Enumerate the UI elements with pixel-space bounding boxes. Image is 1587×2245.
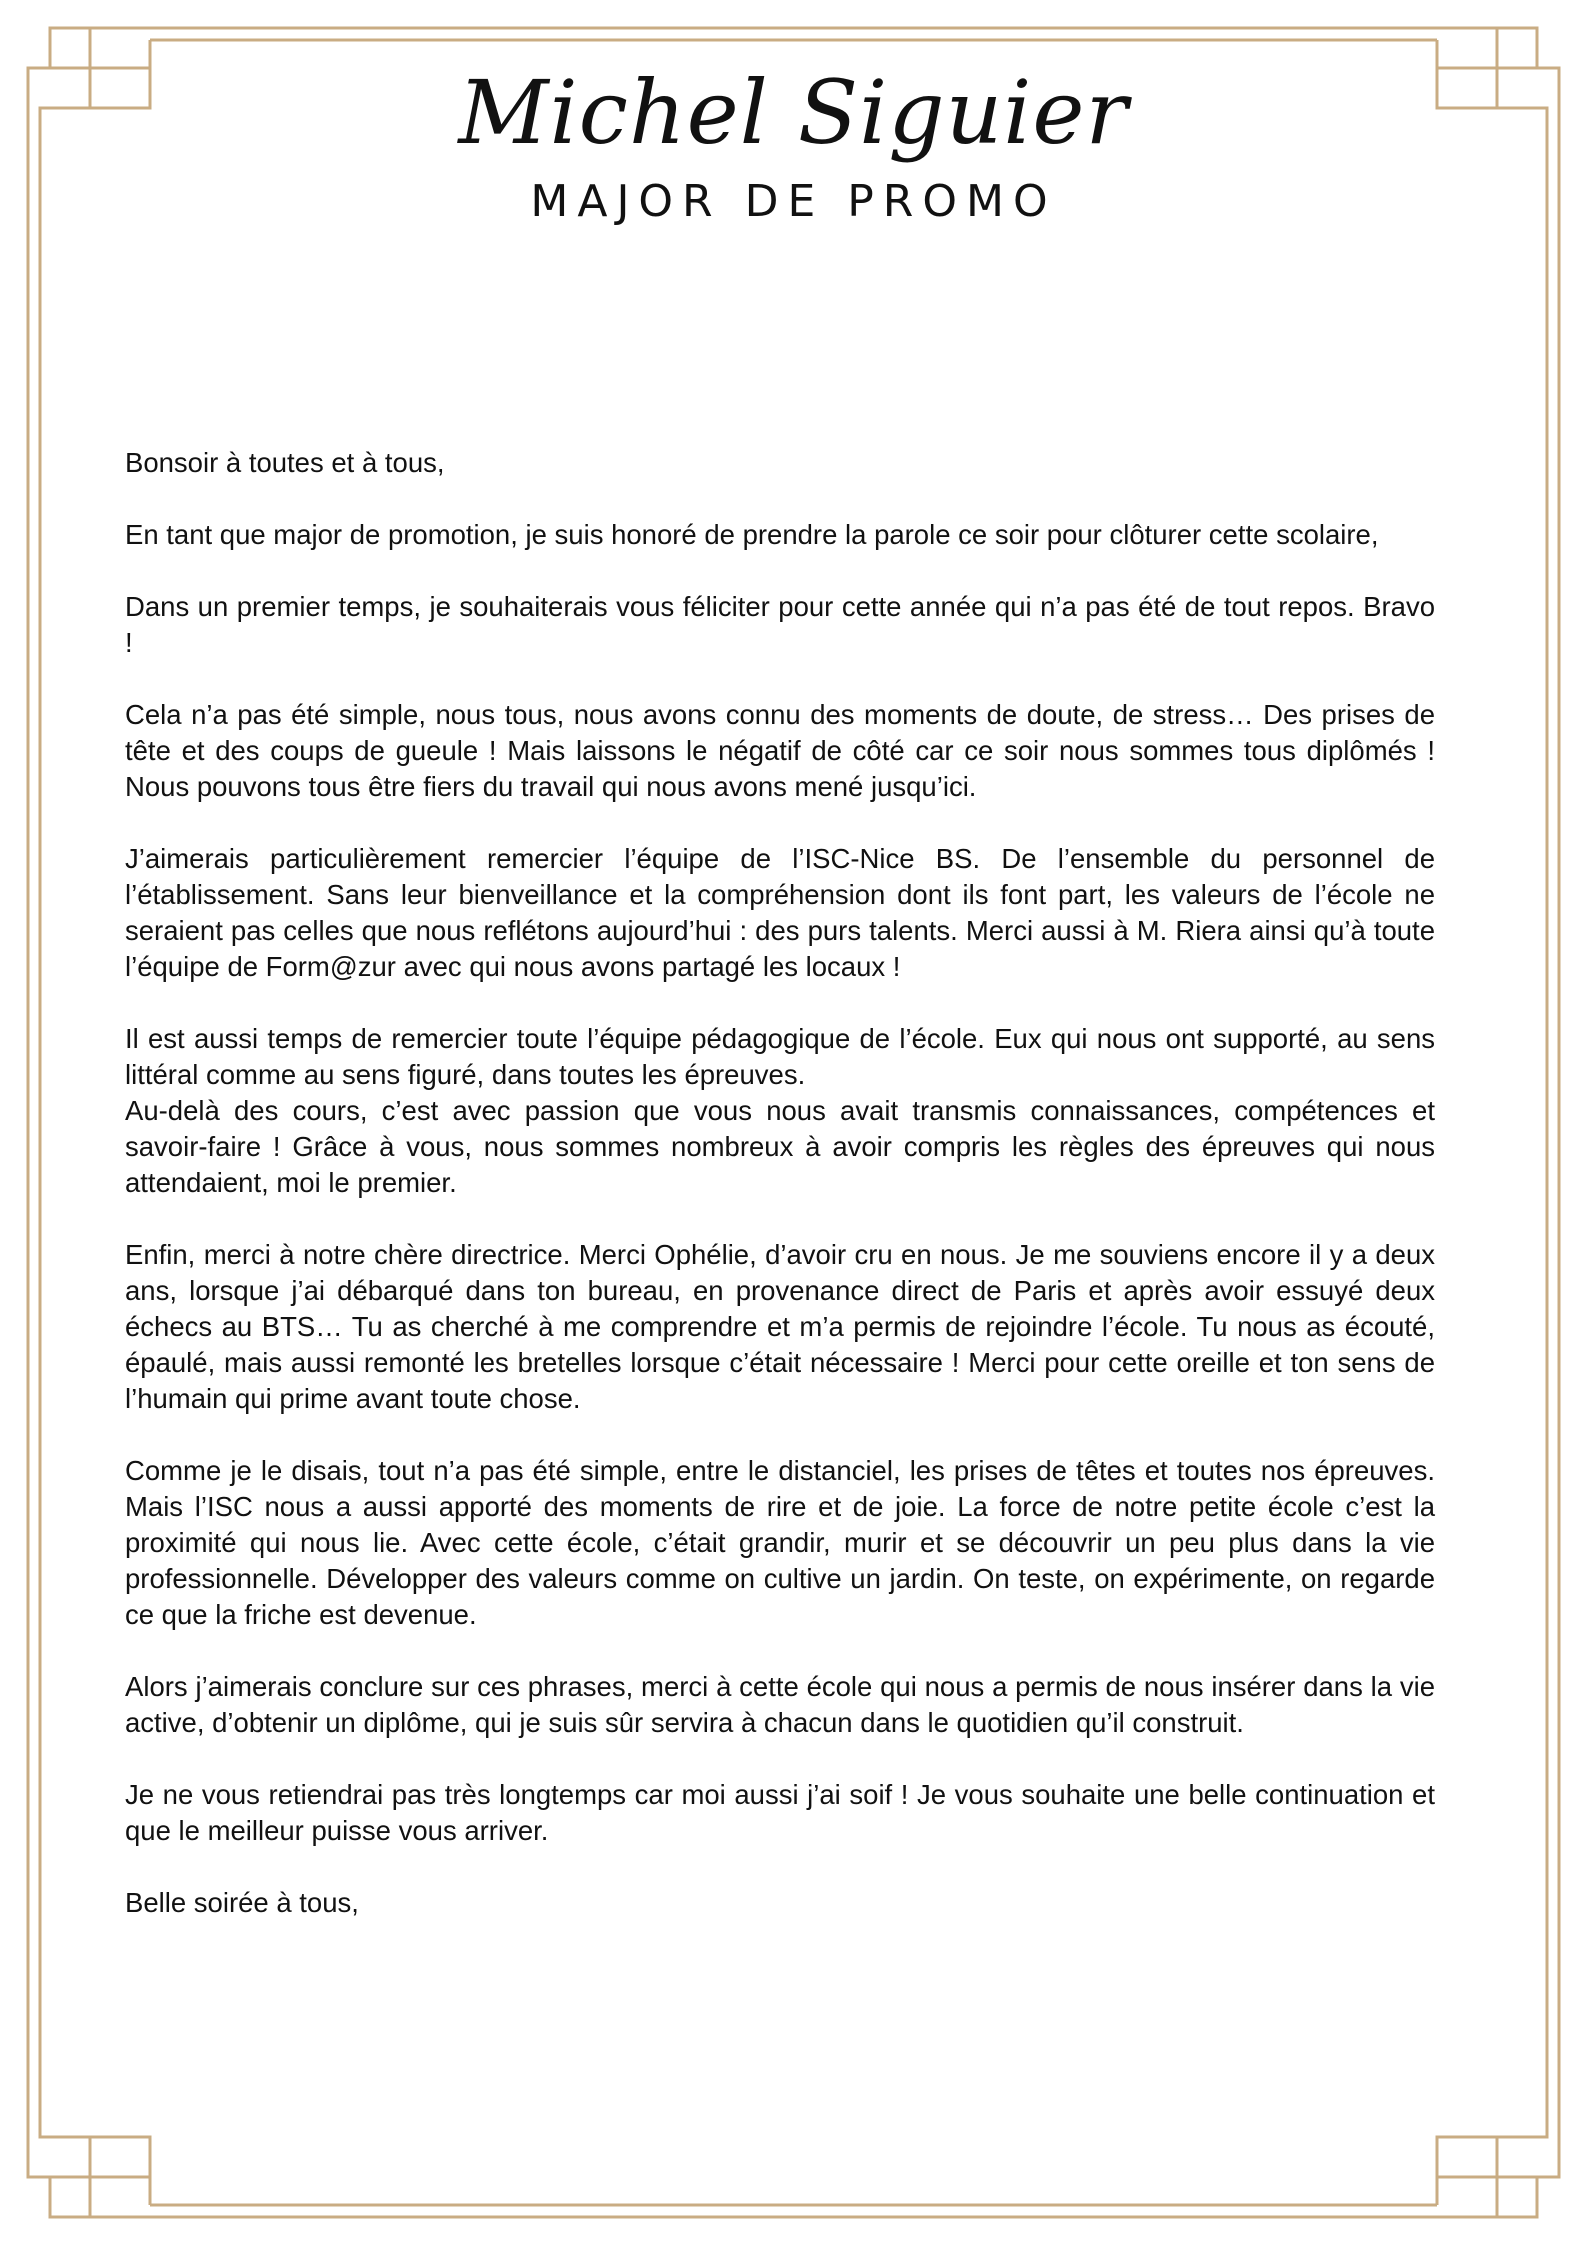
author-title: MAJOR DE PROMO	[530, 175, 1057, 227]
paragraph-line: J’aimerais particulièrement remercier l’équipe de l’ISC-Nice BS. De l’ensemble du personnel de l’établissement. Sans leur bienveillance et la compréhension dont ils font part, les valeurs de l’école ne seraient pas celles que nous reflétons aujourd’hui : des purs talents. Merci aussi à M. Riera ainsi qu’à toute l’équipe de Form@zur avec qui nous avons partagé les locaux !	[125, 843, 1435, 982]
paragraph-line: Comme je le disais, tout n’a pas été simple, entre le distanciel, les prises de têtes et toutes nos épreuves. Mais l’ISC nous a aussi apporté des moments de rire et de joie. La force de notre petite école c’est la proximité qui nous lie. Avec cette école, c’était grandir, murir et se découvrir un peu plus dans la vie professionnelle. Développer des valeurs comme on cultive un jardin. On teste, on expérimente, on regarde ce que la friche est devenue.	[125, 1455, 1435, 1630]
speech-body	[125, 445, 1435, 1921]
speech-paragraph	[125, 589, 1435, 661]
paragraph-line: Enfin, merci à notre chère directrice. Merci Ophélie, d’avoir cru en nous. Je me souviens encore il y a deux ans, lorsque j’ai débarqué dans ton bureau, en provenance direct de Paris et après avoir essuyé deux échecs au BTS… Tu as cherché à me comprendre et m’a permis de rejoindre l’école. Tu nous as écouté, épaulé, mais aussi remonté les bretelles lorsque c’était nécessaire ! Merci pour cette oreille et ton sens de l’humain qui prime avant toute chose.	[125, 1239, 1435, 1414]
paragraph-line: Je ne vous retiendrai pas très longtemps car moi aussi j’ai soif ! Je vous souhaite une belle continuation et que le meilleur puisse vous arriver.	[125, 1779, 1435, 1846]
speech-paragraph	[125, 1777, 1435, 1849]
corner-ornament-bottom-right	[1437, 2095, 1559, 2217]
author-name: Michel Siguier	[458, 61, 1129, 164]
speech-paragraph	[125, 1237, 1435, 1417]
document-header	[0, 60, 1587, 227]
paragraph-line: Il est aussi temps de remercier toute l’équipe pédagogique de l’école. Eux qui nous ont supporté, au sens littéral comme au sens figuré, dans toutes les épreuves.	[125, 1023, 1435, 1090]
paragraph-line: Dans un premier temps, je souhaiterais vous féliciter pour cette année qui n’a pas été de tout repos. Bravo !	[125, 591, 1435, 658]
speech-paragraph	[125, 1453, 1435, 1633]
speech-paragraph	[125, 697, 1435, 805]
paragraph-line: Au-delà des cours, c’est avec passion que vous nous avait transmis connaissances, compétences et savoir-faire ! Grâce à vous, nous sommes nombreux à avoir compris les règles des épreuves qui nous attendaient, moi le premier.	[125, 1095, 1435, 1198]
corner-ornament-bottom-left	[28, 2095, 150, 2217]
speech-greeting: Bonsoir à toutes et à tous,	[125, 447, 445, 478]
paragraph-line: Alors j’aimerais conclure sur ces phrases, merci à cette école qui nous a permis de nous insérer dans la vie active, d’obtenir un diplôme, qui je suis sûr servira à chacun dans le quotidien qu’il construit.	[125, 1671, 1435, 1738]
speech-paragraph	[125, 841, 1435, 985]
speech-paragraph	[125, 1021, 1435, 1201]
paragraph-line: En tant que major de promotion, je suis honoré de prendre la parole ce soir pour clôturer cette scolaire,	[125, 519, 1379, 550]
speech-paragraph	[125, 1669, 1435, 1741]
speech-paragraph	[125, 517, 1435, 553]
speech-closing: Belle soirée à tous,	[125, 1887, 359, 1918]
paragraph-line: Cela n’a pas été simple, nous tous, nous avons connu des moments de doute, de stress… Des prises de tête et des coups de gueule ! Mais laissons le négatif de côté car ce soir nous sommes tous diplômés ! Nous pouvons tous être fiers du travail qui nous avons mené jusqu’ici.	[125, 699, 1435, 802]
